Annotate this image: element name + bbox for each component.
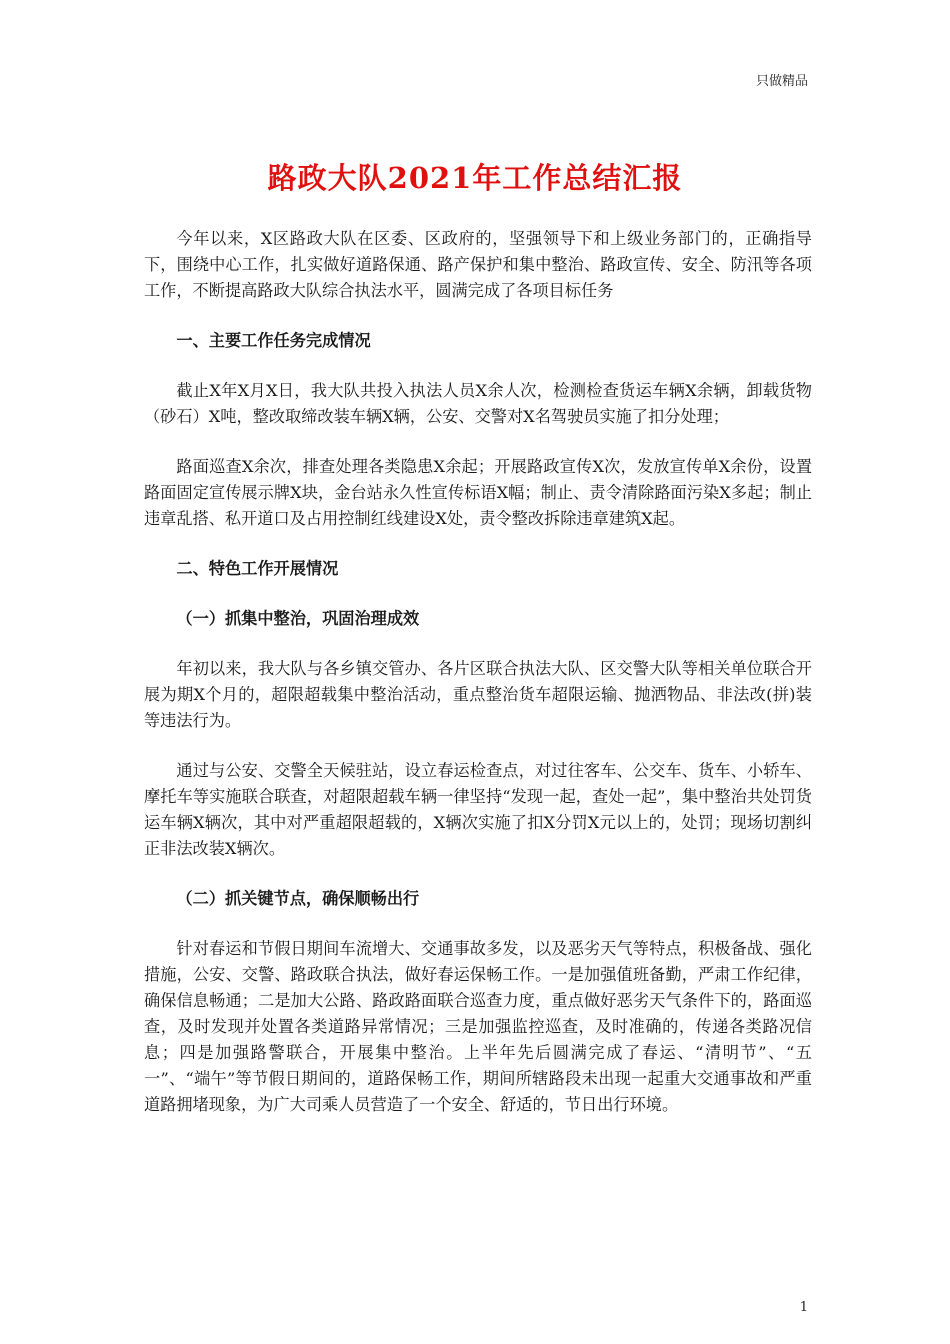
section1-paragraph-2: 路面巡查X余次，排查处理各类隐患X余起；开展路政宣传X次，发放宣传单X余份，设置路面固定宣传展示牌X块，金台站永久性宣传标语X幅；制止、责令清除路面污染X多起；制止违章乱搭、私开道口及占用控制红线建设X处，责令整改拆除违章建筑X起。 (144, 457, 812, 528)
subsection-heading-2: （二）抓关键节点，确保顺畅出行 (176, 889, 420, 908)
page-number: 1 (799, 1300, 808, 1315)
intro-paragraph: 今年以来，X区路政大队在区委、区政府的，坚强领导下和上级业务部门的，正确指导下，围绕中心工作，扎实做好道路保通、路产保护和集中整治、路政宣传、安全、防汛等各项工作，不断提高路政大队综合执法水平，圆满完成了各项目标任务 (144, 229, 812, 300)
sub1-paragraph-1: 年初以来，我大队与各乡镇交管办、各片区联合执法大队、区交警大队等相关单位联合开展为期X个月的，超限超载集中整治活动，重点整治货车超限运输、抛洒物品、非法改(拼)装等违法行为。 (144, 659, 812, 730)
document-body (144, 226, 812, 1118)
section-heading-2: 二、特色工作开展情况 (176, 559, 339, 578)
sub2-paragraph-1: 针对春运和节假日期间车流增大、交通事故多发，以及恶劣天气等特点，积极备战、强化措施，公安、交警、路政联合执法，做好春运保畅工作。一是加强值班备勤，严肃工作纪律，确保信息畅通；二是加大公路、路政路面联合巡查力度，重点做好恶劣天气条件下的，路面巡查，及时发现并处置各类道路异常情况；三是加强监控巡查，及时准确的，传递各类路况信息；四是加强路警联合，开展集中整治。上半年先后圆满完成了春运、“清明节”、“五一”、“端午”等节假日期间的，道路保畅工作，期间所辖路段未出现一起重大交通事故和严重道路拥堵现象，为广大司乘人员营造了一个安全、舒适的，节日出行环境。 (144, 939, 812, 1114)
section-heading-1: 一、主要工作任务完成情况 (176, 331, 371, 350)
section1-paragraph-1: 截止X年X月X日，我大队共投入执法人员X余人次，检测检查货运车辆X余辆，卸载货物（砂石）X吨，整改取缔改装车辆X辆，公安、交警对X名驾驶员实施了扣分处理； (144, 381, 812, 426)
header-note: 只做精品 (755, 74, 808, 89)
sub1-paragraph-2: 通过与公安、交警全天候驻站，设立春运检查点，对过往客车、公交车、货车、小轿车、摩托车等实施联合联查，对超限超载车辆一律坚持“发现一起，查处一起”，集中整治共处罚货运车辆X辆次，其中对严重超限超载的，X辆次实施了扣X分罚X元以上的，处罚；现场切割纠正非法改装X辆次。 (144, 761, 812, 858)
subsection-heading-1: （一）抓集中整治，巩固治理成效 (176, 609, 420, 628)
document-title: 路政大队2021年工作总结汇报 (267, 161, 683, 195)
